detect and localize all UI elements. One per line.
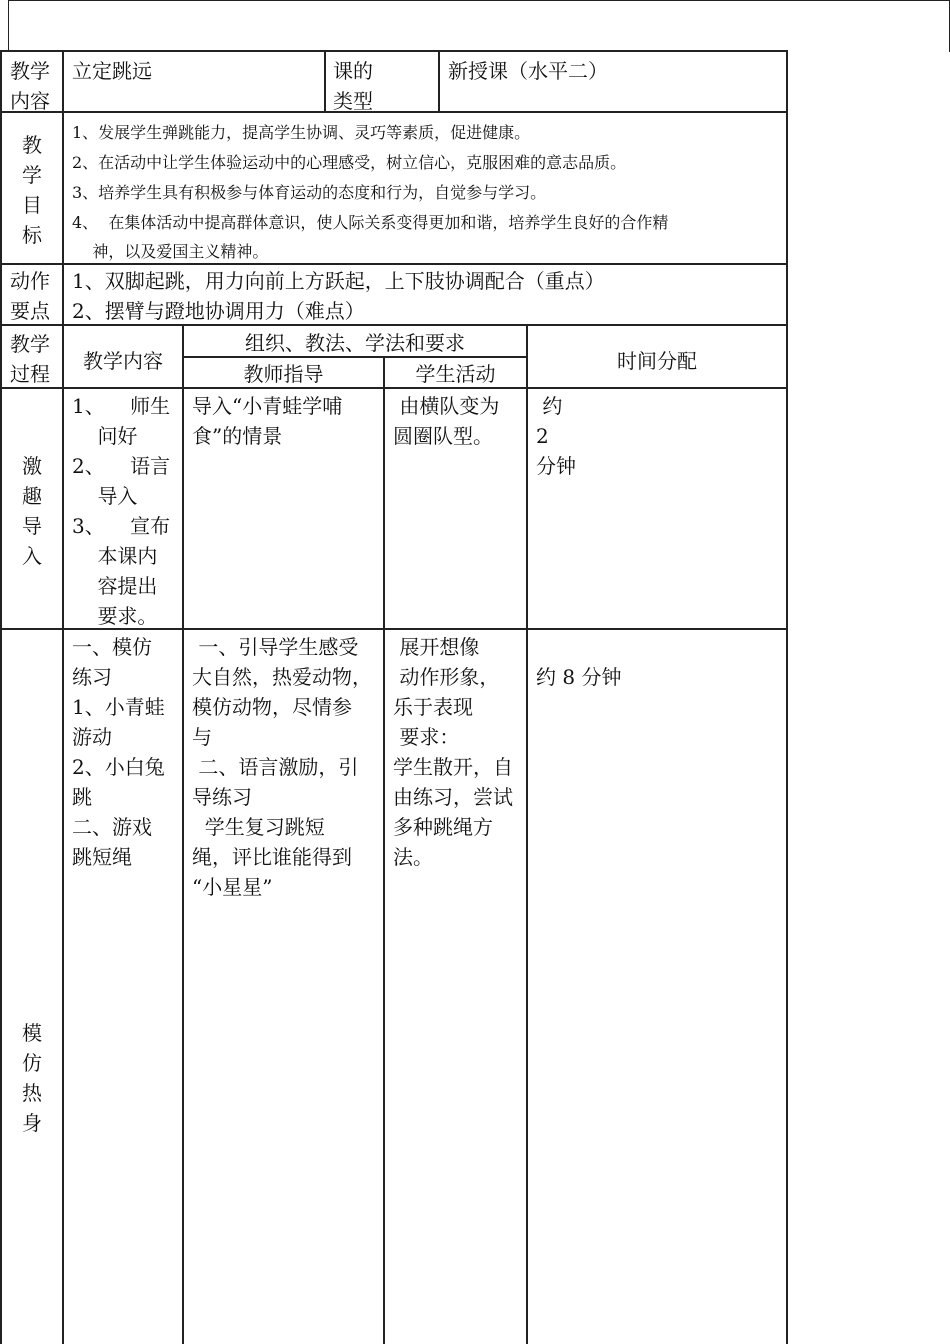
row-divider: [0, 628, 788, 630]
section-student: 展开想像 动作形象， 乐于表现 要求： 学生散开，自 由练习，尝试 多种跳绳方 法。: [393, 635, 513, 869]
objective-item: 1、发展学生弹跳能力，提高学生协调、灵巧等素质，促进健康。: [72, 123, 531, 142]
section-teacher: 导入“小青蛙学哺 食”的情景: [192, 394, 343, 448]
col-divider: [62, 50, 64, 1344]
objectives-label: 教 学 目 标: [22, 133, 42, 247]
content-header: 教学内容: [83, 349, 163, 373]
section-content: 1、 师生 问好 2、 语言 导入 3、 宣布 本课内 容提出 要求。: [72, 394, 171, 627]
col-divider: [526, 324, 528, 1344]
key-point-item: 1、双脚起跳，用力向前上方跃起，上下肢协调配合（重点）: [72, 269, 605, 293]
key-points-label: 动作 要点: [10, 269, 50, 323]
org-header: 组织、教法、学法和要求: [245, 331, 465, 355]
type-value: 新授课（水平二）: [448, 59, 608, 83]
process-header: 教学 过程: [10, 332, 50, 386]
top-header-strip: [8, 0, 950, 52]
stage-label: 激 趣 导 入: [22, 454, 42, 568]
col-divider: [324, 50, 326, 112]
objective-item: 3、培养学生具有积极参与体育运动的态度和行为，自觉参与学习。: [72, 183, 547, 202]
col-divider: [182, 324, 184, 1344]
teacher-header: 教师指导: [243, 362, 324, 386]
section-student: 由横队变为 圆圈队型。: [393, 394, 500, 448]
content-label: 教学 内容: [10, 59, 50, 112]
stage-label: 模 仿 热 身: [22, 1021, 42, 1135]
col-divider: [383, 356, 385, 1344]
time-header: 时间分配: [617, 349, 697, 373]
type-label: 课的 类型: [333, 59, 373, 112]
col-divider: [438, 50, 440, 112]
section-time: 约 8 分钟: [536, 665, 622, 689]
section-content: 一、模仿 练习 1、小青蛙 游动 2、小白兔 跳 二、游戏 跳短绳: [72, 635, 165, 869]
student-header: 学生活动: [415, 362, 496, 386]
objective-item: 2、在活动中让学生体验运动中的心理感受，树立信心，克服困难的意志品质。: [72, 153, 627, 172]
content-value: 立定跳远: [72, 59, 152, 83]
key-point-item: 2、摆臂与蹬地协调用力（难点）: [72, 299, 365, 323]
section-time: 约 2 分钟: [536, 394, 576, 478]
objective-item: 4、 在集体活动中提高群体意识，使人际关系变得更加和谐，培养学生良好的合作精 神，以及爱国主义精神。: [72, 213, 669, 261]
section-teacher: 一、引导学生感受 大自然，热爱动物， 模仿动物，尽情参 与 二、语言激励，引 导练习 学生复习跳短 绳，评比谁能得到 “小星星”: [192, 635, 372, 899]
